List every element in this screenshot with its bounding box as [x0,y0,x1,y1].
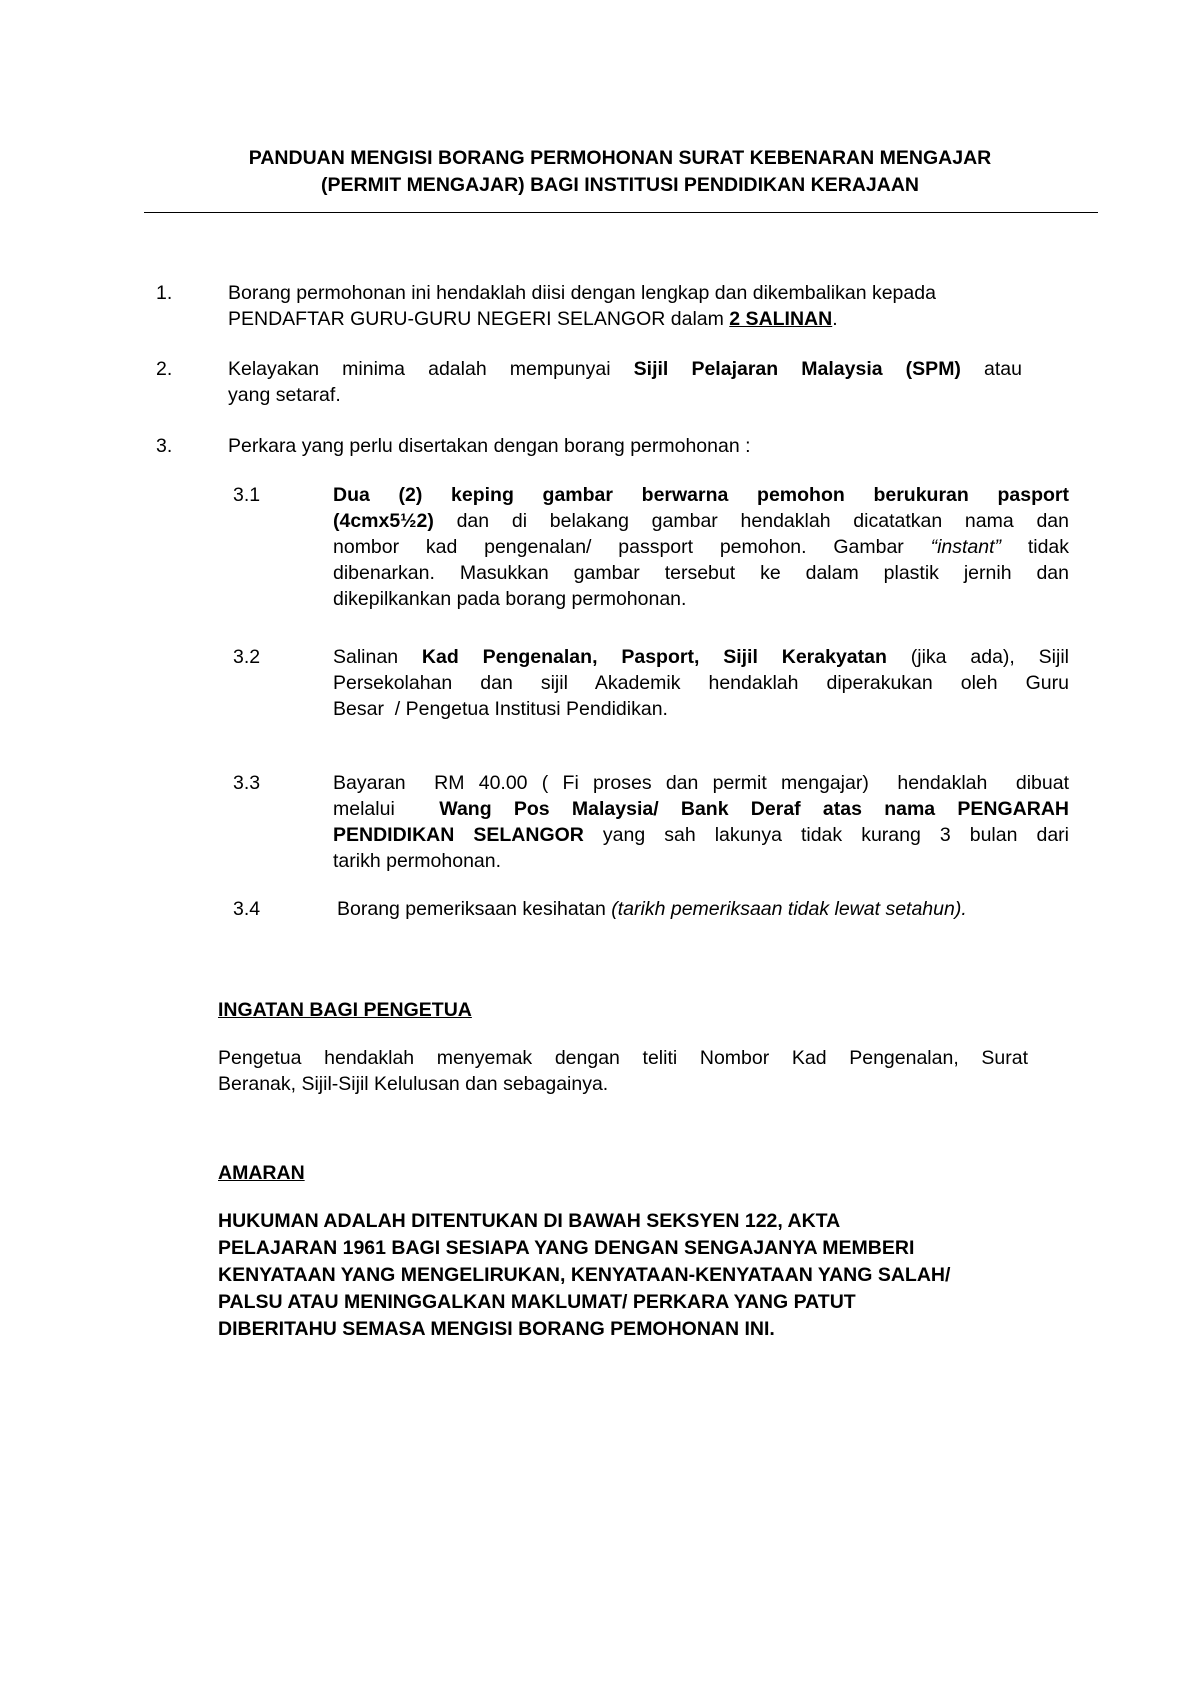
warning-line-2: PELAJARAN 1961 BAGI SESIAPA YANG DENGAN SENGAJANYA MEMBERI [218,1237,915,1259]
subitem-3-3-text [333,770,1069,874]
subitem-3-2-text [333,644,1069,722]
copies-emphasis: 2 SALINAN [729,308,833,330]
warning-line-5: DIBERITAHU SEMASA MENGISI BORANG PEMOHONAN INI. [218,1318,775,1340]
spm-emphasis: Sijil Pelajaran Malaysia (SPM) [633,358,961,380]
subitem-3-1-number: 3.1 [233,484,261,506]
item-2-line-1: Kelayakan minima adalah mempunyai Sijil Pelajaran Malaysia (SPM) atau [228,358,1022,380]
subitem-3-1-text [333,482,1069,612]
subitem-3-3-line-1: Bayaran RM 40.00 ( Fi proses dan permit mengajar) hendaklah dibuat [333,772,1069,794]
subitem-3-1-line-4: dibenarkan. Masukkan gambar tersebut ke dalam plastik jernih dan [333,562,1069,584]
warning-line-1: HUKUMAN ADALAH DITENTUKAN DI BAWAH SEKSYEN 122, AKTA [218,1210,841,1232]
item-1-line-1: Borang permohonan ini hendaklah diisi dengan lengkap dan dikembalikan kepada [228,282,936,304]
title-divider [144,212,1098,213]
subitem-3-1-line-2: (4cmx5½2) dan di belakang gambar hendaklah dicatatkan nama dan [333,510,1069,532]
reminder-line-2: Beranak, Sijil-Sijil Kelulusan dan sebagainya. [218,1073,609,1095]
warning-line-4: PALSU ATAU MENINGGALKAN MAKLUMAT/ PERKARA YANG PATUT [218,1291,856,1313]
subitem-3-2-number: 3.2 [233,646,261,668]
reminder-line-1: Pengetua hendaklah menyemak dengan teliti Nombor Kad Pengenalan, Surat [218,1047,1028,1069]
item-1-line-2: PENDAFTAR GURU-GURU NEGERI SELANGOR dalam 2 SALINAN. [228,308,838,330]
subitem-3-3-number: 3.3 [233,772,261,794]
title-line-1: PANDUAN MENGISI BORANG PERMOHONAN SURAT KEBENARAN MENGAJAR [248,147,992,169]
warning-line-3: KENYATAAN YANG MENGELIRUKAN, KENYATAAN-KENYATAAN YANG SALAH/ [218,1264,951,1286]
subitem-3-1-line-1: Dua (2) keping gambar berwarna pemohon berukuran pasport [333,484,1069,506]
title-line-2: (PERMIT MENGAJAR) BAGI INSTITUSI PENDIDIKAN KERAJAAN [320,174,920,196]
warning-body [218,1208,1078,1343]
subitem-3-2-line-3: Besar / Pengetua Institusi Pendidikan. [333,698,668,720]
subitem-3-1-line-3: nombor kad pengenalan/ passport pemohon. Gambar “instant” tidak [333,536,1070,558]
item-2-line-2: yang setaraf. [228,384,341,406]
subitem-3-3-line-3: PENDIDIKAN SELANGOR yang sah lakunya tidak kurang 3 bulan dari [333,824,1069,846]
reminder-heading: INGATAN BAGI PENGETUA [218,999,472,1021]
subitem-3-2-line-1: Salinan Kad Pengenalan, Pasport, Sijil Kerakyatan (jika ada), Sijil [333,646,1070,668]
item-1-text [228,280,1048,332]
subitem-3-4-number: 3.4 [233,898,261,920]
subitem-3-4-text: Borang pemeriksaan kesihatan (tarikh pemeriksaan tidak lewat setahun). [337,898,967,920]
item-2-number: 2. [156,358,173,380]
item-2-text [228,356,1022,408]
subitem-3-2-line-2: Persekolahan dan sijil Akademik hendaklah diperakukan oleh Guru [333,672,1069,694]
subitem-3-3-line-2: melalui Wang Pos Malaysia/ Bank Deraf atas nama PENGARAH [333,798,1069,820]
item-3-number: 3. [156,435,173,457]
subitem-3-3-line-4: tarikh permohonan. [333,850,502,872]
document-title [140,145,1100,199]
item-1-number: 1. [156,282,173,304]
subitem-3-1-line-5: dikepilkankan pada borang permohonan. [333,588,687,610]
reminder-body [218,1045,1028,1097]
warning-heading: AMARAN [218,1162,305,1184]
item-3-text: Perkara yang perlu disertakan dengan borang permohonan : [228,435,751,457]
